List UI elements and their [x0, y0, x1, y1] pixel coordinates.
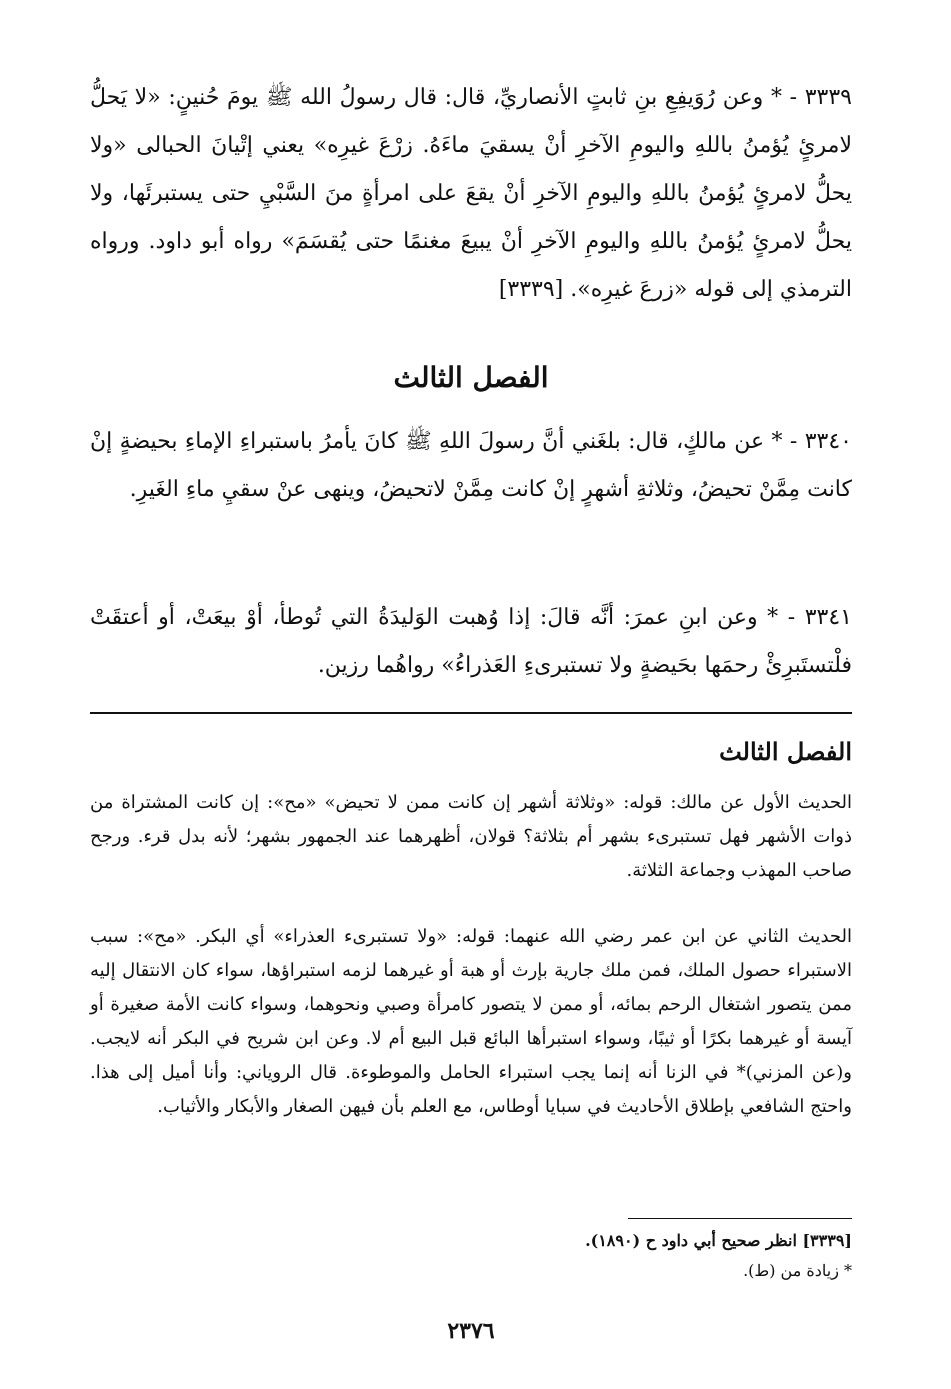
- commentary-text-1: الحديث الأول عن مالك: قوله: «وثلاثة أشهر إن كانت ممن لا تحيض» «مح»: إن كانت المشتراة من ذوات الأشهر فهل تستبرىء بشهر أم بثلاثة؟ قولان، أظهرهما عند الجمهور بشهر؛ لأنه بدل قرء. ورجح صاحب المهذب وجماعة الثلاثة.: [90, 792, 852, 881]
- hadith-3340-text: ٣٣٤٠ - * عن مالكٍ، قال: بلغَني أنَّ رسولَ اللهِ ﷺ كانَ يأمرُ باستبراءِ الإماءِ بحيضةٍ إنْ كانت مِمَّنْ تحيضُ، وثلاثةِ أشهرٍ إنْ كانت مِمَّنْ لاتحيضُ، وينهى عنْ سقيِ ماءِ الغَيرِ.: [90, 429, 852, 502]
- footnote-rule: [628, 1218, 852, 1219]
- commentary-paragraph-2: [90, 920, 852, 1124]
- footnote-2: * زيادة من (ط).: [743, 1261, 852, 1280]
- hadith-3341-text: ٣٣٤١ - * وعن ابنِ عمرَ: أنَّه قالَ: إذا وُهبت الوَليدَةُ التي تُوطأ، أوْ بيعَتْ، أو أعتقَتْ فلْتستَبرِئْ رحمَها بحَيضةٍ ولا تستبرىءِ العَذراءُ» رواهُما رزين.: [90, 605, 852, 678]
- commentary-text-2: الحديث الثاني عن ابن عمر رضي الله عنهما: قوله: «ولا تستبرىء العذراء» أي البكر. «مح»: سبب الاستبراء حصول الملك، فمن ملك جارية بإرث أو هبة أو غيرهما لزمه استبراؤها، سواء كان الانتقال إليه ممن يتصور اشتغال الرحم بمائه، أو ممن لا يتصور كامرأة وصبي ونحوهما، وسواء كانت الأمة صغيرة أو آيسة أو غيرهما بكرًا أو ثيبًا، وسواء استبرأها البائع قبل البيع أم لا. وعن ابن شريح في البكر أنه لايجب. و(عن المزني)* في الزنا أنه إنما يجب استبراء الحامل والموطوءة. قال الروياني: وأنا أميل إلى هذا. واحتج الشافعي بإطلاق الأحاديث في سبايا أوطاس، مع العلم بأن فيهن الصغار والأبكار والأثياب.: [90, 926, 852, 1117]
- page-number: ٢٣٧٦: [447, 1318, 495, 1344]
- section-title: الفصل الثالث: [393, 361, 549, 394]
- commentary-divider: [90, 712, 852, 714]
- hadith-3341: [90, 594, 852, 690]
- hadith-3339: [90, 74, 852, 314]
- hadith-3340: [90, 418, 852, 514]
- commentary-paragraph-1: [90, 786, 852, 888]
- hadith-3339-text: ٣٣٣٩ - * وعن رُوَيفِعِ بنِ ثابتٍ الأنصاريِّ، قال: قال رسولُ الله ﷺ يومَ حُنينٍ: «لا يَحلُّ لامرئٍ يُؤمنُ باللهِ واليومِ الآخرِ أنْ يسقيَ ماءَهُ. زرْعَ غيرِه» يعني إتْيانَ الحبالى «ولا يحلُّ لامرئٍ يُؤمنُ باللهِ واليومِ الآخرِ أنْ يقعَ على امرأةٍ منَ السَّبْيِ حتى يستبرئَها، ولا يحلُّ لامرئٍ يُؤمنُ باللهِ واليومِ الآخرِ أنْ يبيعَ مغنمًا حتى يُقسَمَ» رواه أبو داود. ورواه الترمذي إلى قوله «زرعَ غيرِه». [٣٣٣٩]: [90, 85, 852, 302]
- commentary-title: الفصل الثالث: [719, 737, 852, 766]
- footnotes: [90, 1226, 852, 1286]
- footnote-1: [٣٣٣٩] انظر صحيح أبي داود ح (١٨٩٠).: [585, 1231, 852, 1250]
